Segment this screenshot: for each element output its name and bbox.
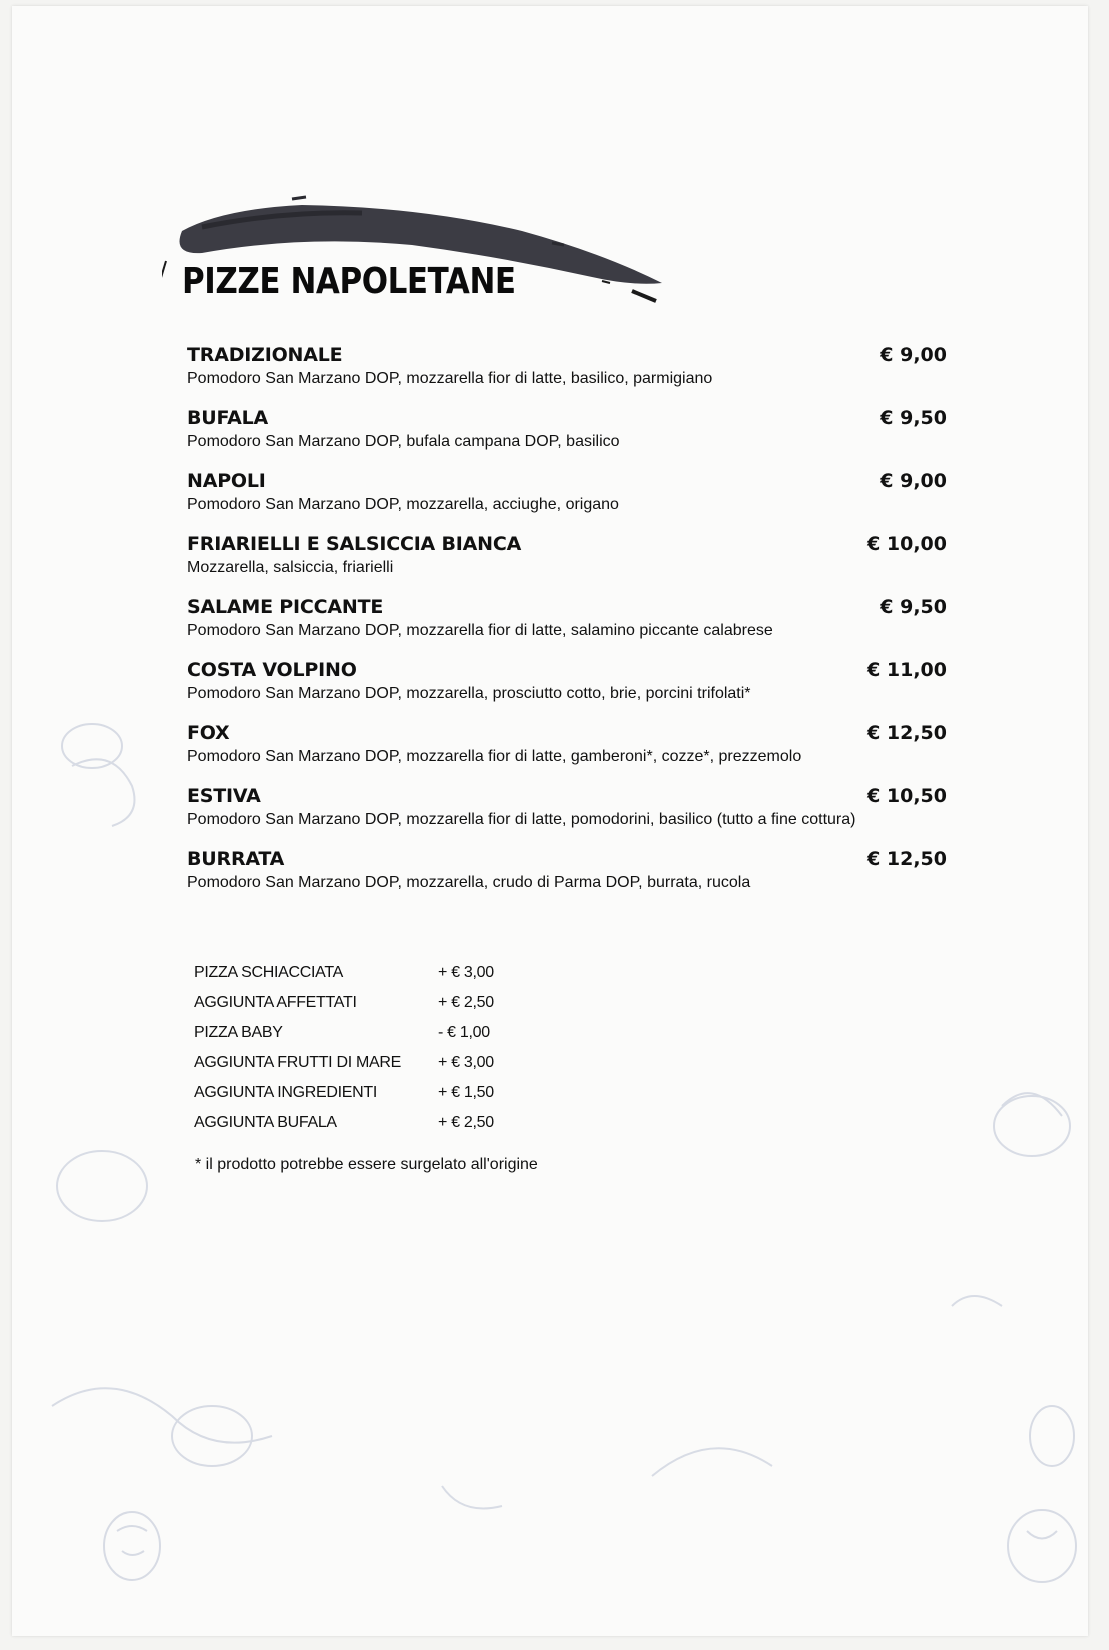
section-title: PIZZE NAPOLETANE (182, 261, 516, 302)
item-name: TRADIZIONALE (187, 344, 343, 366)
item-price: € 9,00 (880, 470, 947, 492)
item-price: € 12,50 (867, 848, 947, 870)
menu-item (187, 470, 947, 533)
item-price: € 10,00 (867, 533, 947, 555)
item-price: € 12,50 (867, 722, 947, 744)
item-description: Pomodoro San Marzano DOP, mozzarella fior di latte, pomodorini, basilico (tutto a fine cottura) (187, 811, 856, 828)
item-price: € 10,50 (867, 785, 947, 807)
item-description: Pomodoro San Marzano DOP, mozzarella fior di latte, basilico, parmigiano (187, 370, 713, 387)
item-price: € 9,50 (880, 596, 947, 618)
item-name: COSTA VOLPINO (187, 659, 357, 681)
item-description: Pomodoro San Marzano DOP, mozzarella, crudo di Parma DOP, burrata, rucola (187, 874, 751, 891)
item-description: Pomodoro San Marzano DOP, mozzarella fior di latte, salamino piccante calabrese (187, 622, 773, 639)
extra-name: AGGIUNTA INGREDIENTI (194, 1084, 378, 1101)
item-description: Pomodoro San Marzano DOP, mozzarella, prosciutto cotto, brie, porcini trifolati* (187, 685, 751, 702)
section-header (162, 191, 722, 321)
item-description: Pomodoro San Marzano DOP, mozzarella fior di latte, gamberoni*, cozze*, prezzemolo (187, 748, 802, 765)
extra-price: + € 3,00 (438, 964, 494, 981)
extra-row (194, 994, 524, 1024)
extra-name: AGGIUNTA FRUTTI DI MARE (194, 1054, 402, 1071)
pizza-list (187, 344, 947, 911)
item-price: € 11,00 (867, 659, 947, 681)
item-price: € 9,00 (880, 344, 947, 366)
extra-price: + € 2,50 (438, 994, 494, 1011)
extra-name: PIZZA SCHIACCIATA (194, 964, 343, 981)
extra-name: PIZZA BABY (194, 1024, 283, 1041)
extra-row (194, 1024, 524, 1054)
item-price: € 9,50 (880, 407, 947, 429)
extras-list (194, 964, 524, 1144)
menu-item (187, 659, 947, 722)
item-name: BURRATA (187, 848, 285, 870)
item-description: Pomodoro San Marzano DOP, bufala campana DOP, basilico (187, 433, 620, 450)
item-name: SALAME PICCANTE (187, 596, 384, 618)
item-description: Pomodoro San Marzano DOP, mozzarella, acciughe, origano (187, 496, 619, 513)
item-name: FRIARIELLI E SALSICCIA BIANCA (187, 533, 522, 555)
extra-row (194, 1084, 524, 1114)
menu-item (187, 848, 947, 911)
extra-row (194, 1054, 524, 1084)
item-description: Mozzarella, salsiccia, friarielli (187, 559, 394, 576)
item-name: BUFALA (187, 407, 269, 429)
item-name: ESTIVA (187, 785, 261, 807)
menu-item (187, 533, 947, 596)
extra-name: AGGIUNTA BUFALA (194, 1114, 337, 1131)
extra-price: + € 1,50 (438, 1084, 494, 1101)
extra-price: + € 2,50 (438, 1114, 494, 1131)
extra-price: - € 1,00 (438, 1024, 490, 1041)
menu-page (12, 6, 1088, 1636)
menu-item (187, 344, 947, 407)
menu-item (187, 596, 947, 659)
extra-row (194, 1114, 524, 1144)
item-name: FOX (187, 722, 230, 744)
item-name: NAPOLI (187, 470, 266, 492)
footnote: * il prodotto potrebbe essere surgelato all'origine (195, 1156, 538, 1173)
menu-item (187, 785, 947, 848)
menu-item (187, 722, 947, 785)
extra-name: AGGIUNTA AFFETTATI (194, 994, 357, 1011)
extra-row (194, 964, 524, 994)
menu-item (187, 407, 947, 470)
extra-price: + € 3,00 (438, 1054, 494, 1071)
